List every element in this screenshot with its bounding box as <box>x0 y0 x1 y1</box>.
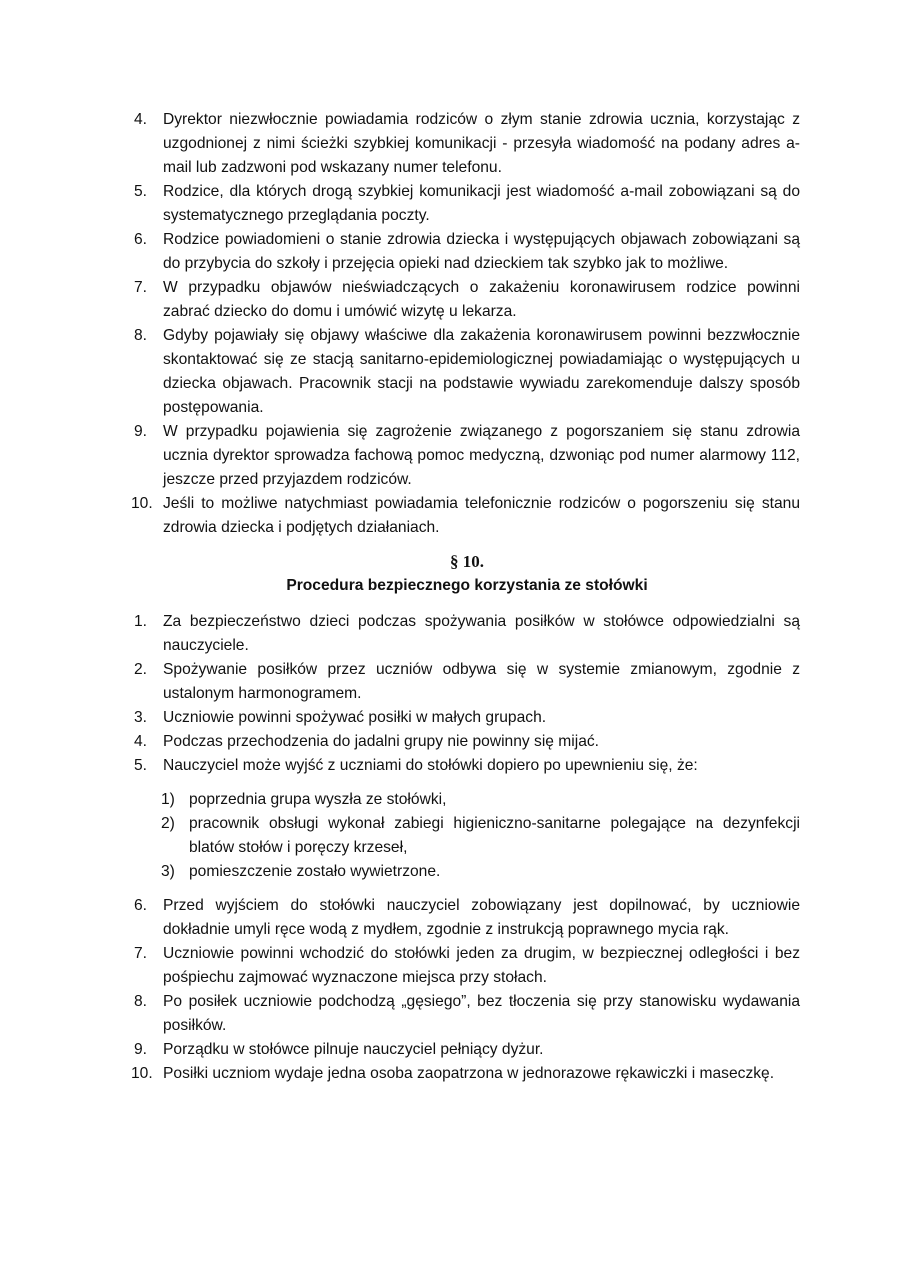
sub-list-number: 1) <box>161 791 175 808</box>
list-number: 6. <box>134 231 148 248</box>
sub-list-text: pracownik obsługi wykonał zabiegi higieniczno-sanitarne polegające na dezynfekcji blatów stołów i poręczy krzeseł, <box>189 815 800 856</box>
sub-list-conditions <box>134 788 800 884</box>
section-title: Procedura bezpiecznego korzystania ze stołówki <box>286 577 648 594</box>
list-item <box>134 228 800 276</box>
numbered-list-canteen <box>134 610 800 778</box>
list-item <box>134 108 800 180</box>
list-number: 7. <box>134 279 148 296</box>
list-number: 10. <box>131 495 153 512</box>
document-content <box>131 108 800 1086</box>
list-number: 5. <box>134 183 148 200</box>
list-text: Podczas przechodzenia do jadalni grupy nie powinny się mijać. <box>163 733 600 750</box>
list-item <box>134 276 800 324</box>
list-item <box>134 420 800 492</box>
list-item <box>134 942 800 990</box>
list-text: Posiłki uczniom wydaje jedna osoba zaopatrzona w jednorazowe rękawiczki i maseczkę. <box>163 1065 775 1082</box>
list-number: 2. <box>134 661 148 678</box>
list-item <box>134 180 800 228</box>
list-item <box>134 730 800 754</box>
list-item <box>134 894 800 942</box>
sub-list-number: 2) <box>161 815 175 832</box>
list-number: 4. <box>134 733 148 750</box>
sub-list-item <box>159 788 800 812</box>
list-item <box>134 610 800 658</box>
list-text: W przypadku pojawienia się zagrożenie związanego z pogorszaniem się stanu zdrowia ucznia dyrektor sprowadza fachową pomoc medyczną, dzwoniąc pod numer alarmowy 112, jeszcze przed przyjazdem rodziców. <box>163 423 800 488</box>
list-item <box>134 1038 800 1062</box>
list-number: 1. <box>134 613 148 630</box>
sub-list-number: 3) <box>161 863 175 880</box>
list-number: 8. <box>134 993 148 1010</box>
list-text: Przed wyjściem do stołówki nauczyciel zobowiązany jest dopilnować, by uczniowie dokładnie umyli ręce wodą z mydłem, zgodnie z instrukcją poprawnego mycia rąk. <box>163 897 800 938</box>
numbered-list-notification <box>131 108 800 540</box>
list-text: Po posiłek uczniowie podchodzą „gęsiego”, bez tłoczenia się przy stanowisku wydawania posiłków. <box>163 993 800 1034</box>
list-text: Rodzice, dla których drogą szybkiej komunikacji jest wiadomość a-mail zobowiązani są do systematycznego przeglądania poczty. <box>163 183 800 224</box>
list-item <box>131 492 800 540</box>
list-number: 9. <box>134 423 148 440</box>
list-text: Uczniowie powinni wchodzić do stołówki jeden za drugim, w bezpiecznej odległości i bez pośpiechu zajmować wyznaczone miejsca przy stołach. <box>163 945 800 986</box>
list-item <box>134 706 800 730</box>
list-text: Gdyby pojawiały się objawy właściwe dla zakażenia koronawirusem powinni bezzwłocznie skontaktować się ze stacją sanitarno-epidemiologicznej powiadamiając o występujących u dziecka objawach. Pracownik stacji na podstawie wywiadu zarekomenduje dalszy sposób postępowania. <box>163 327 800 416</box>
sub-list-text: pomieszczenie zostało wywietrzone. <box>189 863 441 880</box>
list-number: 5. <box>134 757 148 774</box>
list-item <box>131 1062 800 1086</box>
sub-list-item <box>159 812 800 860</box>
sub-list-text: poprzednia grupa wyszła ze stołówki, <box>189 791 447 808</box>
list-number: 7. <box>134 945 148 962</box>
list-number: 10. <box>131 1065 153 1082</box>
list-item <box>134 990 800 1038</box>
list-number: 8. <box>134 327 148 344</box>
list-item <box>134 658 800 706</box>
list-number: 6. <box>134 897 148 914</box>
list-text: Spożywanie posiłków przez uczniów odbywa się w systemie zmianowym, zgodnie z ustalonym harmonogramem. <box>163 661 800 702</box>
sub-list-item <box>159 860 800 884</box>
list-number: 9. <box>134 1041 148 1058</box>
list-item <box>134 754 800 778</box>
list-text: Porządku w stołówce pilnuje nauczyciel pełniący dyżur. <box>163 1041 544 1058</box>
list-text: W przypadku objawów nieświadczących o zakażeniu koronawirusem rodzice powinni zabrać dziecko do domu i umówić wizytę u lekarza. <box>163 279 800 320</box>
section-number: § 10. <box>450 552 484 571</box>
list-item <box>134 324 800 420</box>
list-number: 4. <box>134 111 148 128</box>
list-text: Jeśli to możliwe natychmiast powiadamia telefonicznie rodziców o pogorszeniu się stanu zdrowia dziecka i podjętych działaniach. <box>163 495 800 536</box>
list-text: Dyrektor niezwłocznie powiadamia rodziców o złym stanie zdrowia ucznia, korzystając z uzgodnionej z nimi ścieżki szybkiej komunikacji - przesyła wiadomość na podany adres a-mail lub zadzwoni pod wskazany numer telefonu. <box>163 111 800 176</box>
list-text: Za bezpieczeństwo dzieci podczas spożywania posiłków w stołówce odpowiedzialni są nauczyciele. <box>163 613 800 654</box>
numbered-list-canteen-continued <box>131 894 800 1086</box>
list-text: Nauczyciel może wyjść z uczniami do stołówki dopiero po upewnieniu się, że: <box>163 757 698 774</box>
list-text: Uczniowie powinni spożywać posiłki w małych grupach. <box>163 709 547 726</box>
list-number: 3. <box>134 709 148 726</box>
list-text: Rodzice powiadomieni o stanie zdrowia dziecka i występujących objawach zobowiązani są do przybycia do szkoły i przejęcia opieki nad dzieckiem tak szybko jak to możliwe. <box>163 231 800 272</box>
